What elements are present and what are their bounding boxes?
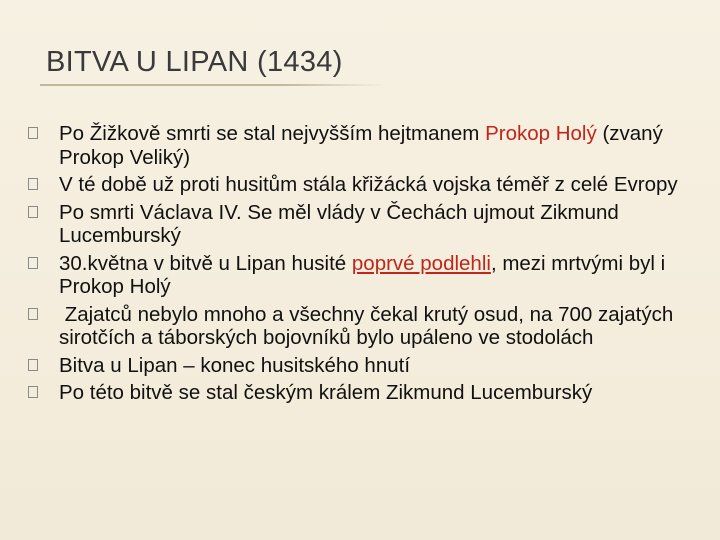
- slide-title: BITVA U LIPAN (1434): [46, 46, 343, 78]
- bullet-item: [28, 354, 688, 378]
- bullet-list: [28, 122, 688, 409]
- bullet-text: (zvaný Prokop Veliký): [59, 122, 663, 169]
- bullet-square-icon: [28, 257, 38, 269]
- bullet-highlight-link[interactable]: poprvé podlehli: [351, 251, 491, 275]
- bullet-text: Po této bitvě se stal českým králem Zikmund Lucemburský: [59, 381, 593, 404]
- bullet-highlight: Prokop Holý: [485, 122, 597, 145]
- bullet-square-icon: [28, 308, 38, 320]
- bullet-text: 30.května v bitvě u Lipan husité: [59, 251, 352, 275]
- bullet-text: Po smrti Václava IV. Se měl vlády v Čechách ujmout Zikmund Lucemburský: [59, 200, 619, 247]
- bullet-item: [28, 252, 688, 299]
- bullet-text: Zajatců nebylo mnoho a všechny čekal krutý osud, na 700 zajatých sirotčích a táborských bojovníků bylo upáleno ve stodolách: [59, 302, 679, 349]
- bullet-square-icon: [28, 386, 38, 398]
- bullet-square-icon: [28, 127, 38, 139]
- title-underline: [40, 84, 385, 86]
- bullet-square-icon: [28, 178, 38, 190]
- bullet-item: [28, 201, 688, 248]
- bullet-item: [28, 122, 688, 169]
- bullet-square-icon: [28, 359, 38, 371]
- bullet-text: Bitva u Lipan – konec husitského hnutí: [59, 353, 411, 377]
- bullet-square-icon: [28, 206, 38, 218]
- bullet-text: V té době už proti husitům stála křižácká vojska téměř z celé Evropy: [59, 173, 678, 196]
- bullet-item: [28, 173, 688, 197]
- bullet-text: Po Žižkově smrti se stal nejvyšším hejtmanem: [59, 122, 486, 145]
- bullet-text: , mezi mrtvými byl i Prokop Holý: [59, 251, 666, 298]
- bullet-item: [28, 303, 688, 350]
- bullet-item: [28, 381, 688, 405]
